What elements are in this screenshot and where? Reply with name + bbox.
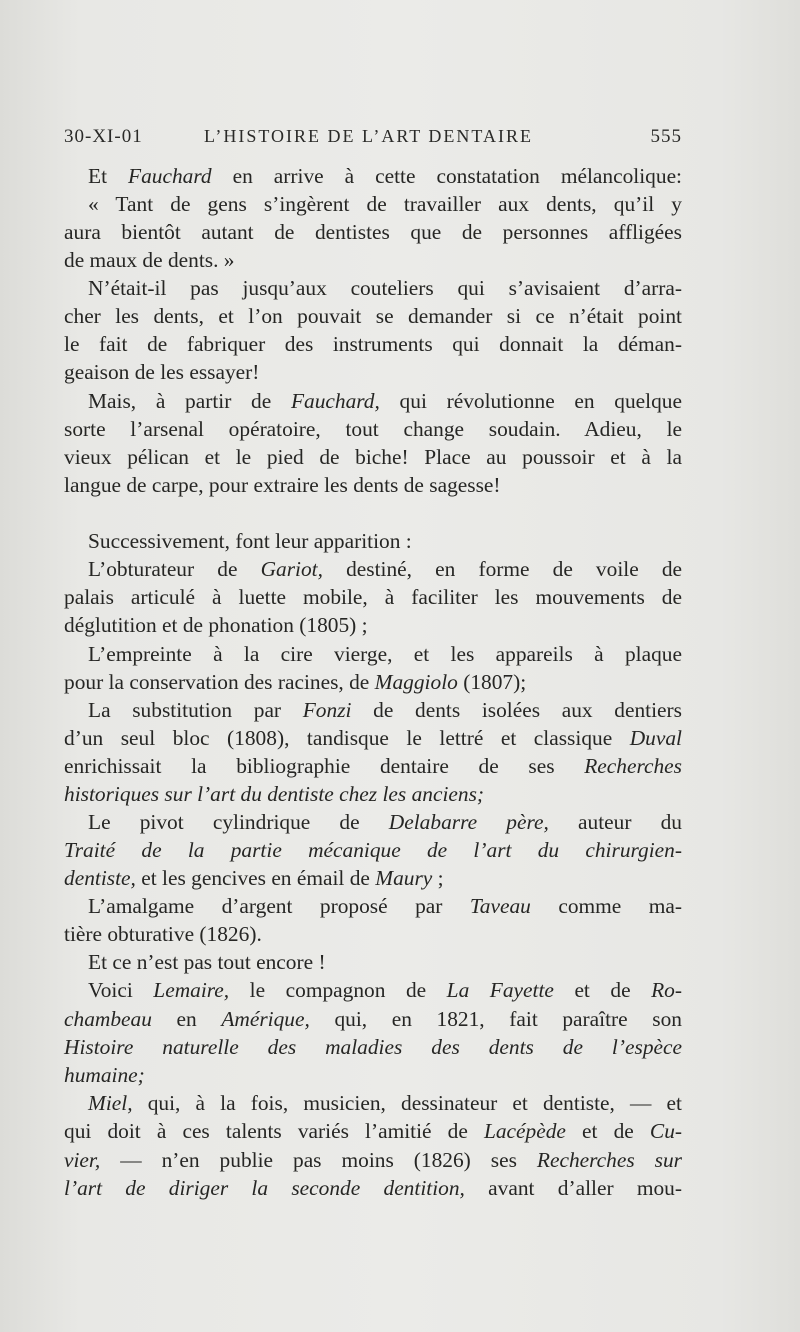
text-segment: N’était-il pas jusqu’aux couteliers qui s’avisaient d’arra- [88,276,682,300]
text-line [64,415,682,443]
italic-text: Fonzi [302,698,352,722]
text-line [64,330,682,358]
page-number: 555 [650,126,682,147]
text-segment: « Tant de gens s’ingèrent de travailler aux dents, qu’il y [88,192,682,216]
text-segment: qui, à la fois, musicien, dessinateur et dentiste, — et [132,1091,682,1115]
text-segment: destiné, en forme de voile de [322,557,683,581]
italic-text: Cu- [649,1119,683,1143]
italic-text: Fauchard [128,164,212,188]
text-line [64,920,682,948]
italic-text: Recherches [584,754,682,778]
text-segment: le fait de fabriquer des instruments qui donnait la déman- [64,332,682,356]
text-segment: aura bientôt autant de dentistes que de personnes affligées [64,220,682,244]
italic-text: humaine; [64,1063,145,1087]
italic-text: chambeau [64,1007,152,1031]
text-segment: comme ma- [530,894,682,918]
text-segment: L’amalgame d’argent proposé par [88,894,470,918]
text-segment: (1807); [457,670,527,694]
text-segment: qui doit à ces talents variés l’amitié de [64,1119,484,1143]
text-line [64,162,682,190]
text-segment: palais articulé à luette mobile, à faciliter les mouvements de [64,585,682,609]
text-segment: Voici [88,978,154,1002]
text-line [64,1033,682,1061]
italic-text: Duval [629,726,682,750]
text-segment: L’obturateur de [88,557,261,581]
text-line [64,583,682,611]
italic-text: Fauchard, [290,389,380,413]
italic-text: Gariot, [260,557,323,581]
text-segment: qui, en 1821, fait paraître son [309,1007,682,1031]
italic-text: Maury [375,866,433,890]
text-segment: L’empreinte à la cire vierge, et les appareils à plaque [88,642,682,666]
text-segment: — n’en publie pas moins (1826) ses [100,1148,537,1172]
text-line [64,640,682,668]
text-line [64,274,682,302]
text-segment: en arrive à cette constatation mélancolique: [211,164,683,188]
text-line [64,780,682,808]
text-line [64,611,682,639]
text-segment: La substitution par [88,698,303,722]
text-line [64,190,682,218]
italic-text: Maggiolo [374,670,458,694]
italic-text: Ro- [651,978,682,1002]
text-line [64,976,682,1004]
text-segment: ; [432,866,444,890]
text-segment: de maux de dents. » [64,248,235,272]
italic-text: Taveau [469,894,531,918]
text-line [64,471,682,499]
text-line [64,752,682,780]
text-segment: cher les dents, et l’on pouvait se demander si ce n’était point [64,304,682,328]
text-line [64,836,682,864]
text-line [64,696,682,724]
text-line [64,443,682,471]
text-line [64,1089,682,1117]
italic-text: Miel, [88,1091,133,1115]
text-segment: déglutition et de phonation (1805) ; [64,613,368,637]
text-line [64,808,682,836]
text-segment: Mais, à partir de [88,389,291,413]
text-line [64,1146,682,1174]
italic-text: historiques sur l’art du dentiste chez les anciens; [64,782,485,806]
italic-text: Lemaire, [153,978,230,1002]
italic-text: Traité de la partie mécanique de l’art du chirurgien- [64,838,682,862]
italic-text: Recherches sur [536,1148,682,1172]
text-segment: geaison de les essayer! [64,360,260,384]
italic-text: Amérique, [221,1007,310,1031]
text-segment: pour la conservation des racines, de [64,670,375,694]
text-segment: sorte l’arsenal opératoire, tout change soudain. Adieu, le [64,417,682,441]
text-segment: qui révolutionne en quelque [379,389,682,413]
text-segment: tière obturative (1826). [64,922,262,946]
text-segment: Le pivot cylindrique de [88,810,389,834]
text-line [64,948,682,976]
text-segment: de dents isolées aux dentiers [351,698,682,722]
text-line [64,302,682,330]
text-segment: langue de carpe, pour extraire les dents de sagesse! [64,473,501,497]
text-line [64,358,682,386]
text-line [64,1061,682,1089]
text-segment: avant d’aller mou- [464,1176,682,1200]
text-segment: en [151,1007,222,1031]
text-line [64,1117,682,1145]
text-segment: Et [88,164,129,188]
running-header [64,126,682,156]
text-segment: et les gencives en émail de [135,866,376,890]
text-segment: et de [565,1119,650,1143]
text-segment: Et ce n’est pas tout encore ! [88,950,326,974]
text-line [64,1174,682,1202]
italic-text: dentiste, [64,866,136,890]
header-title: L’HISTOIRE DE L’ART DENTAIRE [204,126,533,146]
italic-text: Delabarre père, [388,810,549,834]
text-line [64,555,682,583]
text-line [64,387,682,415]
text-segment: enrichissait la bibliographie dentaire de ses [64,754,585,778]
text-line [64,668,682,696]
text-line [64,892,682,920]
text-line [64,527,682,555]
text-line [64,864,682,892]
text-segment: vieux pélican et le pied de biche! Place au poussoir et à la [64,445,682,469]
text-segment: auteur du [548,810,683,834]
text-line [64,218,682,246]
header-date: 30-XI-01 [64,126,143,147]
text-segment: d’un seul bloc (1808), tandisque le lettré et classique [64,726,630,750]
italic-text: La Fayette [446,978,554,1002]
italic-text: Histoire naturelle des maladies des dents de l’espèce [64,1035,682,1059]
italic-text: vier, [64,1148,101,1172]
text-line [64,724,682,752]
italic-text: Lacépède [483,1119,566,1143]
text-line [64,246,682,274]
text-line [64,1005,682,1033]
italic-text: l’art de diriger la seconde dentition, [64,1176,465,1200]
text-segment: le compagnon de [229,978,447,1002]
text-segment: Successivement, font leur apparition : [88,529,412,553]
text-segment: et de [553,978,652,1002]
